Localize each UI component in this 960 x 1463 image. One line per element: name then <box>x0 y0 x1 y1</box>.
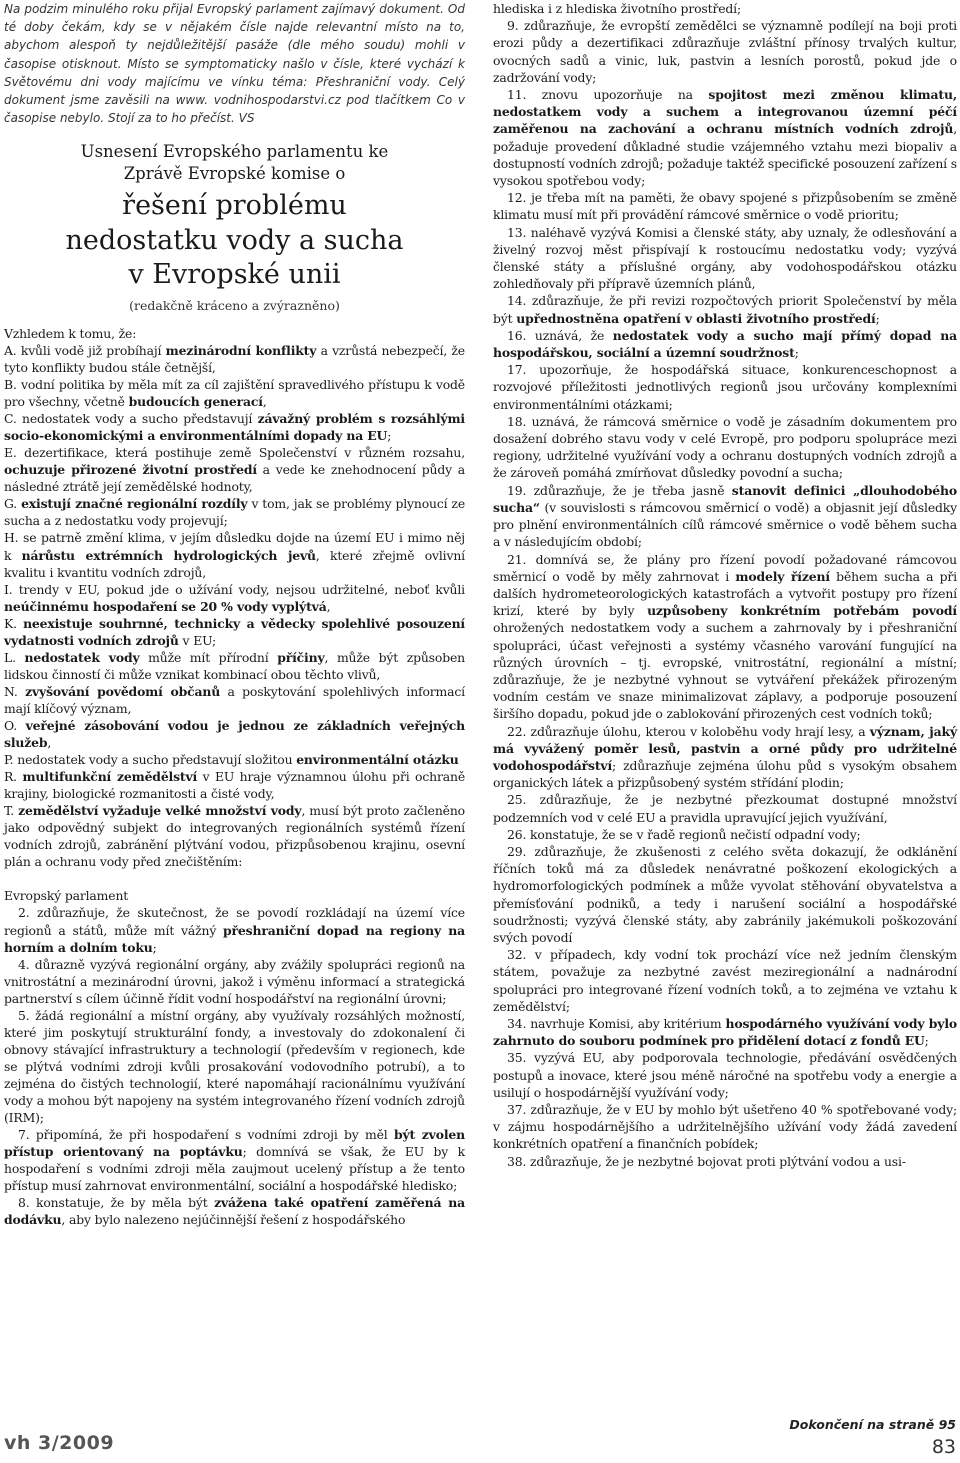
left-paragraph: K. neexistuje souhrnné, technicky a vědecky spolehlivé posouzení vydatnosti vodních zdrojů v EU; <box>4 615 465 648</box>
headline-line-3: řešení problému <box>122 190 347 222</box>
right-paragraph: 25. zdůrazňuje, že je nezbytné přezkoumat dostupné množství podzemních vod v celé EU a pravidla upravující jejich využívání, <box>493 792 957 825</box>
editorial-intro: Na podzim minulého roku přijal Evropský parlament zajímavý dokument. Od té doby čekám, kdy se v nějakém čísle najde relevantní místo na to, abychom alespoň ty nejdůležitější pasáže (dle mého soudu) mohli v časopise otisknout. Místo se symptomaticky našlo v čísle, které vychází k Světovému dni vody majícímu ve vínku téma: Přeshraniční vody. Celý dokument jsme zavěsili na www. vodnihospodarstvi.cz pod tlačítkem Co v časopise nebylo. Stojí za to ho přečíst. VS <box>4 2 465 126</box>
left-paragraph: 2. zdůrazňuje, že skutečnost, že se povodí rozkládají na území více regionů a států, může mít vážný přeshraniční dopad na regiony na horním a dolním toku; <box>4 905 465 955</box>
paragraph-spacer <box>4 870 465 887</box>
left-paragraph: L. nedostatek vody může mít přírodní příčiny, může být způsoben lidskou činností či může vznikat kombinací obou těchto vlivů, <box>4 649 465 682</box>
editorial-note: (redakčně kráceno a zvýrazněno) <box>129 297 340 313</box>
right-paragraph: 18. uznává, že rámcová směrnice o vodě je zásadním dokumentem pro dosažení dobrého stavu vody v celé Evropě, pro podporu spolupráce mezi regiony, udržitelné využívání vody a ochranu dostupných vodních zdrojů a že zároveň pomáhá zmírňovat důsledky povodní a sucha; <box>493 413 957 481</box>
left-paragraph: R. multifunkční zemědělství v EU hraje významnou úlohu při ochraně krajiny, biologické rozmanitosti a čisté vody, <box>4 769 466 802</box>
right-paragraph: 13. naléhavě vyzývá Komisi a členské státy, aby uznaly, že odlesňování a živelný rozvoj měst přispívají k rostoucímu nedostatku vody; vyzývá členské státy a příslušné orgány, aby vodohospodářskou otázku zohledňovaly při přípravě územních plánů, <box>493 224 957 292</box>
left-paragraph: 8. konstatuje, že by měla být zvážena také opatření zaměřená na dodávku, aby bylo nalezeno nejúčinnější řešení z hospodářského <box>4 1195 465 1228</box>
continuation-note: Dokončení na straně 95 <box>789 1417 956 1432</box>
page-number: 83 <box>931 1436 956 1458</box>
left-paragraph: A. kvůli vodě již probíhají mezinárodní konflikty a vzrůstá nebezpečí, že tyto konflikty budou stále četnější, <box>4 342 465 376</box>
left-paragraph: H. se patrně změní klima, v jejím důsledku dojde na území EU i mimo něj k nárůstu extrémních hydrologických jevů, které zřejmě ovlivní kvalitu i kvantitu vodních zdrojů, <box>4 530 465 580</box>
right-paragraph: 12. je třeba mít na paměti, že obavy spojené s přizpůsobením se změně klimatu musí mít při provádění rámcové směrnice o vodě prioritu; <box>493 190 957 223</box>
left-paragraph: N. zvyšování povědomí občanů a poskytování spolehlivých informací mají klíčový význam, <box>4 683 465 716</box>
right-paragraph: 29. zdůrazňuje, že zkušenosti z celého světa dokazují, že odklánění říčních toků má za důsledek nenávratné poškození ekologických a hydromorfologických podmínek a může vyvolat stěhování obyvatelstva a přemísťování podniků, a tedy i narušení sociální a hospodářské soudržnosti; vyzývá členské státy, aby zabránily jakémukoli poškozování svých povodí <box>493 843 957 945</box>
left-paragraph: P. nedostatek vody a sucho představují složitou environmentální otázku <box>4 752 459 768</box>
right-paragraph: 21. domnívá se, že plány pro řízení povodí požadované rámcovou směrnicí o vodě by měly zahrnovat i modely řízení během sucha a při dalších hydrometeorologických katastrofách a vytvořit postupy pro řízení krizí, které by byly uzpůsobeny konkrétním potřebám povodí ohrožených nedostatkem vody a suchem a zahrnovaly by i přeshraniční spolupráci, účast veřejnosti a systémy včasného varování fungující na různých úrovních – tj. evropské, vnitrostátní, regionální a místní; zdůrazňuje, že je nezbytné vyhnout se vytváření překážek přirozeným vodním cestám ve snaze minimalizovat záplavy, a podporuje posouzení širšího dopadu, pokud jde o zablokování přirozených cest vodních toků; <box>493 551 957 722</box>
right-paragraph: 37. zdůrazňuje, že v EU by mohlo být ušetřeno 40 % spotřebované vody; v zájmu hospodárnějšího a udržitelnějšího užívání vody žádá zavedení konkrétních opatření a finančních pobídek; <box>493 1102 957 1152</box>
left-paragraph: B. vodní politika by měla mít za cíl zajištění spravedlivého přístupu k vodě pro všechny, včetně budoucích generací, <box>4 377 465 410</box>
right-paragraph: hlediska i z hlediska životního prostředí; <box>493 1 742 16</box>
right-paragraph: 9. zdůrazňuje, že evropští zemědělci se významně podílejí na boji proti erozi půdy a dezertifikaci zdůrazňuje zvláštní přínosy trvalých kultur, ovocných sadů a vinic, luk, pastvin a lesních porostů, pokud jde o zadržování vody; <box>493 18 957 85</box>
left-paragraph: C. nedostatek vody a sucho představují závažný problém s rozsáhlými socio-ekonomickými a environmentálními dopady na EU; <box>4 411 465 444</box>
right-paragraph: 34. navrhuje Komisi, aby kritérium hospodárného využívání vody bylo zahrnuto do souboru podmínek pro přidělení dotací z fondů EU; <box>493 1015 957 1049</box>
right-paragraph: 17. upozorňuje, že hospodářská situace, konkurenceschopnost a rozvojové příležitosti jednotlivých regionů jsou určovány komplexními environmentálními otázkami; <box>493 362 957 412</box>
right-paragraph: 32. v případech, kdy vodní tok prochází více než jedním členským státem, považuje za nezbytné zavést meziregionální a nadnárodní spolupráci pro integrované řízení vodních toků, a to zejména ve vztahu k zemědělství; <box>493 947 957 1014</box>
right-paragraph: 19. zdůrazňuje, že je třeba jasně stanovit definici „dlouhodobého sucha“ (v souvislosti s rámcovou směrnicí o vodě) a objasnit její důsledky pro plnění environmentálních cílů rámcové směrnice o vodě během sucha a v následujícím období; <box>493 482 957 550</box>
left-paragraph: 5. žádá regionální a místní orgány, aby využívaly rozsáhlých možností, které jim poskytují strukturální fondy, a investovaly do zdokonalení či obnovy stávající infrastruktury a technologií (především v regionech, kde se plýtvá vodními zdroji kvůli prosakování vodovodního potrubí), a to zejména do čistých technologií, které napomáhají racionálnímu využívání vody a mohou být napojeny na systém integrovaného řízení vodních zdrojů (IRM); <box>4 1007 465 1126</box>
headline-line-1: Usnesení Evropského parlamentu ke <box>80 142 389 162</box>
headline-line-2: Zprávě Evropské komise o <box>123 164 346 184</box>
right-body-text <box>493 0 957 1170</box>
right-column <box>493 0 957 1170</box>
left-paragraph: I. trendy v EU, pokud jde o užívání vody, nejsou udržitelné, neboť kvůli neúčinnému hospodaření se 20 % vody vyplýtvá, <box>4 581 465 614</box>
headline-line-5: v Evropské unii <box>128 259 341 291</box>
left-paragraph: Vzhledem k tomu, že: <box>4 325 137 341</box>
headline-line-4: nedostatku vody a sucha <box>65 224 404 256</box>
article-headline <box>4 141 465 315</box>
left-paragraph: G. existují značné regionální rozdíly v tom, jak se problémy plynoucí ze sucha a z nedostatku vody projevují; <box>4 496 465 529</box>
left-paragraph: E. dezertifikace, která postihuje země Společenství v různém rozsahu, ochuzuje přirozené životní prostředí a vede ke znehodnocení půdy a následné ztrátě její zemědělské hodnoty, <box>4 445 465 495</box>
left-paragraph: 4. důrazně vyzývá regionální orgány, aby zvážily spolupráci regionů na vnitrostátní a mezinárodní úrovni, jakož i výměnu informací a strategická partnerství s cílem účinně řídit vodní hospodářství na regionální úrovni; <box>4 956 465 1006</box>
right-paragraph: 35. vyzývá EU, aby podporovala technologie, předávání osvědčených postupů a inovace, které jsou méně náročné na spotřebu vody a energie a usilují o hospodárnější využívání vody; <box>493 1050 957 1100</box>
right-paragraph: 16. uznává, že nedostatek vody a sucho mají přímý dopad na hospodářskou, sociální a územní soudržnost; <box>493 327 957 361</box>
left-paragraph: O. veřejné zásobování vodou je jednou ze základních veřejných služeb, <box>4 718 466 751</box>
right-paragraph: 14. zdůrazňuje, že při revizi rozpočtových priorit Společenství by měla být upřednostněna opatření v oblasti životního prostředí; <box>493 293 957 326</box>
left-column <box>4 0 465 1228</box>
left-body-text <box>4 325 465 1228</box>
left-paragraph: 7. připomíná, že při hospodaření s vodními zdroji by měl být zvolen přístup orientovaný na poptávku; domnívá se však, že EU by k hospodaření s vodními zdroji měla zaujmout ucelený přístup a že tento přístup musí zahrnovat environmentální, sociální a hospodářské hledisko; <box>4 1127 465 1194</box>
right-paragraph: 11. znovu upozorňuje na spojitost mezi změnou klimatu, nedostatkem vody a suchem a integrovanou územní péčí zaměřenou na zachování a ochranu místních vodních zdrojů, požaduje provedení důkladné studie vzájemného vztahu mezi biopaliv a dostupností vodních zdrojů; požaduje taktéž specifické posouzení zařízení s vysokou spotřebou vody; <box>493 87 957 189</box>
right-paragraph: 26. konstatuje, že se v řadě regionů nečistí odpadní vody; <box>507 826 861 842</box>
left-paragraph: Evropský parlament <box>4 888 129 904</box>
right-paragraph: 38. zdůrazňuje, že je nezbytné bojovat proti plýtvání vodou a usi- <box>507 1153 906 1169</box>
issue-label: vh 3/2009 <box>4 1432 115 1454</box>
right-paragraph: 22. zdůrazňuje úlohu, kterou v koloběhu vody hrají lesy, a význam, jaký má vyvážený poměr lesů, pastvin a orné půdy pro udržitelné vodohospodářství; zdůrazňuje zejména úlohu půd s vysokým obsahem organických látek a přizpůsobený systém střídání plodin; <box>493 723 957 791</box>
left-paragraph: T. zemědělství vyžaduje velké množství vody, musí být proto začleněno jako odpovědný subjekt do integrovaných regionálních systémů řízení vodních zdrojů, zabránění plýtvání vodou, přizpůsobenou krajinu, osevní plán a ochranu vody před znečištěním: <box>4 803 465 870</box>
